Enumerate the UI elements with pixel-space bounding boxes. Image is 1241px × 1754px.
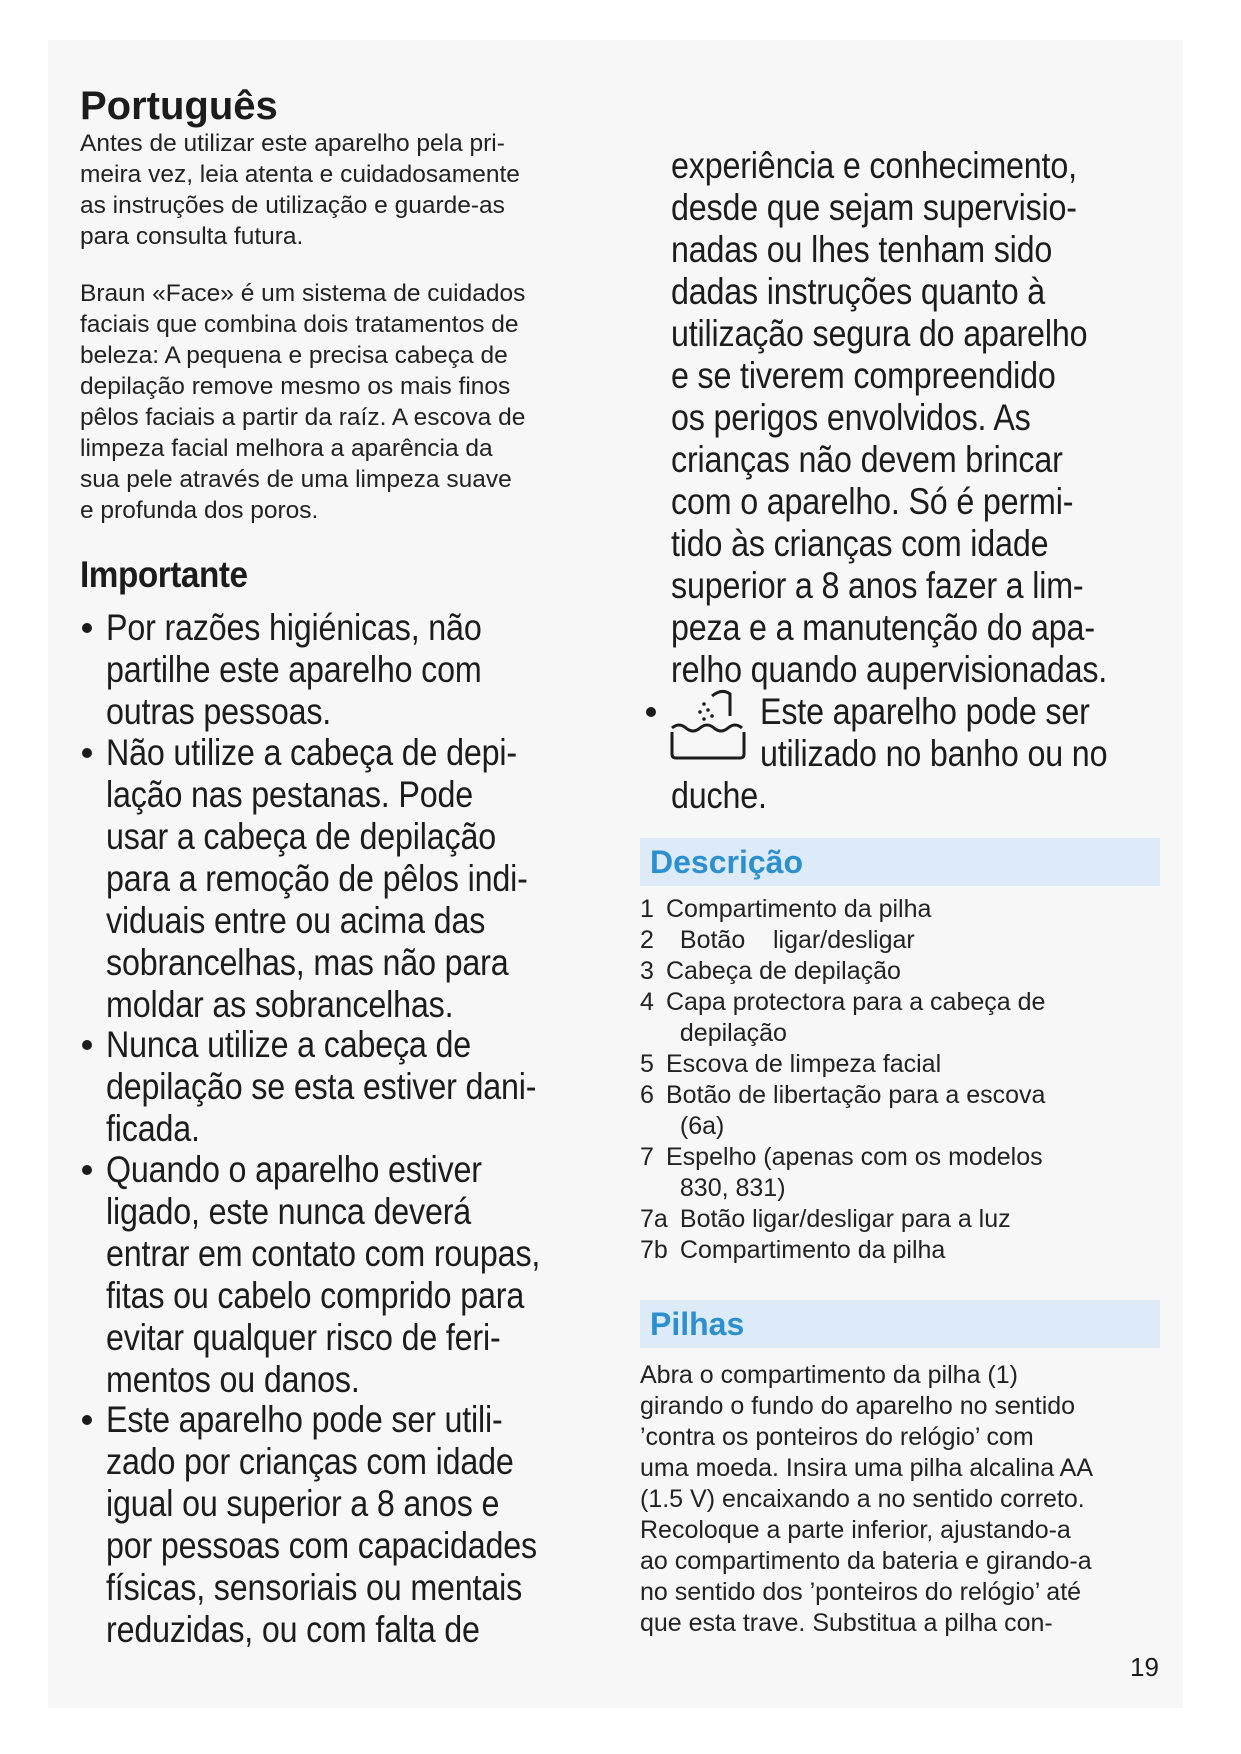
continuation-line: crianças não devem brincar (671, 438, 1063, 480)
intro-line: meira vez, leia atenta e cuidadosamente (80, 161, 520, 188)
batteries-line: Abra o compartimento da pilha (1) (640, 1361, 1018, 1389)
bullet-line: depilação se esta estiver dani- (106, 1065, 537, 1107)
description-item (640, 1173, 786, 1204)
description-item (640, 1142, 1043, 1173)
item-number: 1 (640, 895, 654, 923)
bullet-line: sobrancelhas, mas não para (106, 941, 509, 983)
description-item (640, 1204, 1011, 1235)
description-item (640, 956, 901, 987)
bath-shower-icon (668, 686, 754, 764)
bullet-line: reduzidas, ou com falta de (106, 1608, 480, 1650)
section-title: Português (80, 84, 278, 128)
batteries-heading: Pilhas (650, 1306, 745, 1342)
shower-line: duche. (671, 774, 767, 816)
bullet-line: físicas, sensoriais ou mentais (106, 1566, 523, 1608)
intro-line: Braun «Face» é um sistema de cuidados (80, 280, 526, 307)
continuation-line: superior a 8 anos fazer a lim- (671, 564, 1084, 606)
description-heading-bar (640, 838, 1160, 886)
bullet-dot-icon (82, 1040, 92, 1050)
batteries-line: que esta trave. Substitua a pilha con- (640, 1609, 1053, 1637)
bullet-line: partilhe este aparelho com (106, 648, 482, 690)
description-item (640, 1080, 1045, 1111)
bullet-line: usar a cabeça de depilação (106, 815, 496, 857)
intro-line: limpeza facial melhora a aparência da (80, 435, 493, 462)
shower-line: utilizado no banho ou no (760, 732, 1108, 774)
bullet-line: ficada. (106, 1107, 200, 1149)
batteries-line: (1.5 V) encaixando a no sentido correto. (640, 1485, 1085, 1513)
bullet-line: Quando o aparelho estiver (106, 1148, 482, 1190)
continuation-line: peza e a manutenção do apa- (671, 606, 1095, 648)
item-number: 3 (640, 957, 654, 985)
item-text: depilação (666, 1019, 787, 1047)
shower-line: Este aparelho pode ser (760, 690, 1090, 732)
intro-line: sua pele através de uma limpeza suave (80, 466, 512, 493)
bullet-line: Este aparelho pode ser utili- (106, 1398, 503, 1440)
intro-line: depilação remove mesmo os mais finos (80, 373, 511, 400)
item-text: Botão ligar/desligar para a luz (666, 1205, 1011, 1233)
bullet-dot-icon (82, 748, 92, 758)
continuation-line: experiência e conhecimento, (671, 144, 1077, 186)
continuation-line: tido às crianças com idade (671, 522, 1049, 564)
description-item (640, 925, 915, 956)
continuation-line: dadas instruções quanto à (671, 270, 1046, 312)
description-item (640, 894, 931, 925)
intro-line: beleza: A pequena e precisa cabeça de (80, 342, 508, 369)
bullet-line: igual ou superior a 8 anos e (106, 1482, 500, 1524)
bullet-line: entrar em contato com roupas, (106, 1232, 541, 1274)
continuation-line: nadas ou lhes tenham sido (671, 228, 1053, 270)
item-number: 7 (640, 1143, 654, 1171)
bullet-line: lação nas pestanas. Pode (106, 773, 474, 815)
item-text: (6a) (666, 1112, 725, 1140)
description-item (640, 1018, 787, 1049)
continuation-line: os perigos envolvidos. As (671, 396, 1031, 438)
bullet-line: viduais entre ou acima das (106, 899, 486, 941)
bullet-line: evitar qualquer risco de feri- (106, 1316, 501, 1358)
description-item (640, 1111, 724, 1142)
bullet-line: Por razões higiénicas, não (106, 606, 482, 648)
item-number: 4 (640, 988, 654, 1016)
bullet-line: para a remoção de pêlos indi- (106, 857, 528, 899)
bullet-line: por pessoas com capacidades (106, 1524, 537, 1566)
important-heading: Importante (80, 554, 248, 595)
description-item (640, 987, 1045, 1018)
bullet-line: moldar as sobrancelhas. (106, 983, 454, 1025)
item-number: 6 (640, 1081, 654, 1109)
description-item (640, 1235, 945, 1266)
item-text: Cabeça de depilação (666, 957, 901, 985)
item-text: Compartimento da pilha (666, 1236, 946, 1264)
bullet-line: fitas ou cabelo comprido para (106, 1274, 525, 1316)
batteries-line: uma moeda. Insira uma pilha alcalina AA (640, 1454, 1094, 1482)
item-number: 7b (640, 1236, 668, 1264)
continuation-line: com o aparelho. Só é permi- (671, 480, 1074, 522)
continuation-line: desde que sejam supervisio- (671, 186, 1077, 228)
bullet-line: zado por crianças com idade (106, 1440, 514, 1482)
item-number: 5 (640, 1050, 654, 1078)
item-text: Compartimento da pilha (666, 895, 932, 923)
continuation-line: relho quando aupervisionadas. (671, 648, 1108, 690)
intro-line: Antes de utilizar este aparelho pela pri- (80, 130, 505, 157)
bullet-dot-icon (646, 707, 656, 717)
batteries-line: no sentido dos ’ponteiros do relógio’ até (640, 1578, 1082, 1606)
intro-line: e profunda dos poros. (80, 497, 319, 524)
intro-line: para consulta futura. (80, 223, 304, 250)
batteries-line: Recoloque a parte inferior, ajustando-a (640, 1516, 1071, 1544)
bullet-line: ligado, este nunca deverá (106, 1190, 472, 1232)
bullet-line: mentos ou danos. (106, 1358, 360, 1400)
batteries-line: ao compartimento da bateria e girando-a (640, 1547, 1092, 1575)
item-text: Capa protectora para a cabeça de (666, 988, 1046, 1016)
item-text: Espelho (apenas com os modelos (666, 1143, 1043, 1171)
bullet-dot-icon (82, 1415, 92, 1425)
batteries-line: girando o fundo do aparelho no sentido (640, 1392, 1076, 1420)
page-number: 19 (1130, 1652, 1159, 1682)
continuation-line: utilização segura do aparelho (671, 312, 1088, 354)
bullet-dot-icon (82, 623, 92, 633)
item-number: 2 (640, 926, 654, 954)
item-number: 7a (640, 1205, 668, 1233)
bullet-line: Não utilize a cabeça de depi- (106, 731, 517, 773)
bullet-dot-icon (82, 1165, 92, 1175)
intro-line: faciais que combina dois tratamentos de (80, 311, 519, 338)
batteries-line: ’contra os ponteiros do relógio’ com (640, 1423, 1034, 1451)
item-text: Botão de libertação para a escova (666, 1081, 1046, 1109)
bullet-line: Nunca utilize a cabeça de (106, 1023, 472, 1065)
item-text: Botão ligar/desligar (666, 926, 915, 954)
batteries-heading-bar (640, 1300, 1160, 1348)
intro-line: pêlos faciais a partir da raíz. A escova de (80, 404, 526, 431)
description-heading: Descrição (650, 844, 803, 880)
description-item (640, 1049, 941, 1080)
item-text: 830, 831) (666, 1174, 786, 1202)
continuation-line: e se tiverem compreendido (671, 354, 1056, 396)
bullet-line: outras pessoas. (106, 690, 332, 732)
intro-line: as instruções de utilização e guarde-as (80, 192, 505, 219)
item-text: Escova de limpeza facial (666, 1050, 942, 1078)
